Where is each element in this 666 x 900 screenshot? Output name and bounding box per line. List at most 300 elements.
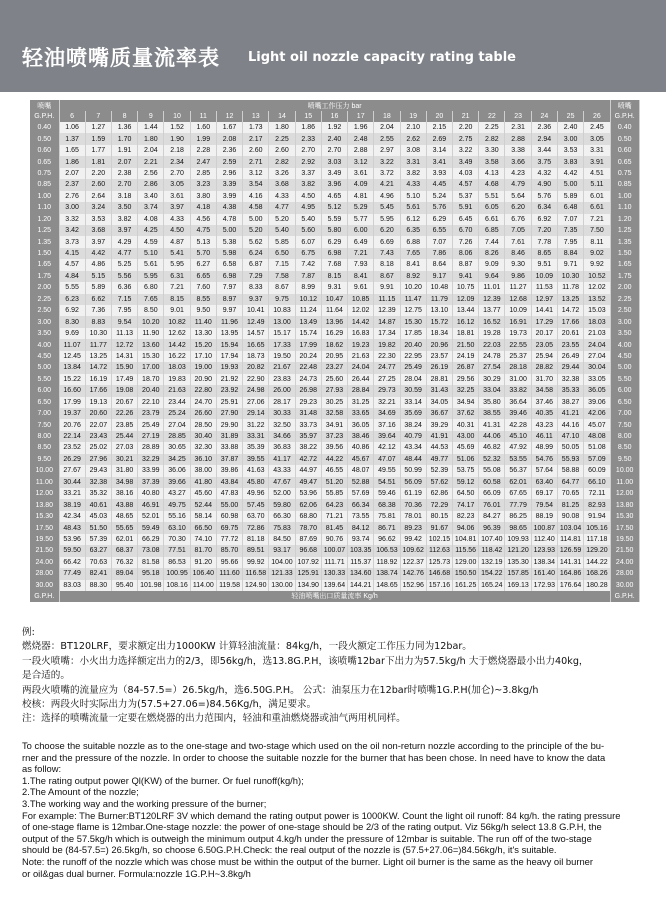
flow-cell: 43.84: [216, 477, 242, 488]
flow-cell: 129.00: [453, 557, 479, 568]
flow-cell: 4.68: [479, 179, 505, 190]
table-row: [30, 534, 639, 545]
flow-cell: 39.06: [584, 397, 611, 408]
flow-cell: 11.01: [479, 282, 505, 293]
flow-cell: 5.40: [269, 225, 295, 236]
flow-cell: 70.63: [85, 557, 111, 568]
flow-cell: 4.56: [190, 214, 216, 225]
flow-cell: 6.87: [243, 259, 269, 270]
flow-cell: 2.15: [426, 122, 452, 133]
flow-cell: 15.30: [400, 316, 426, 327]
flow-cell: 36.10: [190, 454, 216, 465]
flow-cell: 111.60: [216, 568, 242, 579]
flow-cell: 40.31: [453, 419, 479, 430]
nozzle-size-cell: 2.00: [30, 282, 59, 293]
flow-cell: 24.77: [374, 362, 400, 373]
pressure-header-cell: 9: [138, 111, 164, 122]
flow-cell: 4.81: [348, 191, 374, 202]
table-row: [30, 305, 639, 316]
nozzle-size-cell-right: 1.25: [610, 225, 639, 236]
flow-cell: 66.29: [138, 534, 164, 545]
flow-cell: 9.31: [321, 282, 347, 293]
flow-cell: 9.91: [374, 282, 400, 293]
pressure-header-cell: 13: [243, 111, 269, 122]
flow-cell: 124.90: [243, 580, 269, 591]
flow-cell: 5.24: [426, 191, 452, 202]
flow-cell: 7.60: [190, 282, 216, 293]
flow-cell: 22.48: [295, 362, 321, 373]
flow-cell: 5.51: [479, 191, 505, 202]
flow-cell: 3.14: [426, 145, 452, 156]
flow-cell: 42.72: [295, 454, 321, 465]
flow-cell: 11.78: [557, 282, 583, 293]
flow-cell: 40.86: [348, 442, 374, 453]
flow-cell: 1.73: [243, 122, 269, 133]
flow-cell: 9.09: [479, 259, 505, 270]
flow-cell: 28.17: [269, 397, 295, 408]
flow-cell: 76.01: [479, 499, 505, 510]
pressure-header-cell: 22: [479, 111, 505, 122]
flow-cell: 2.25: [479, 122, 505, 133]
flow-cell: 29.56: [453, 374, 479, 385]
flow-cell: 3.00: [59, 202, 85, 213]
flow-cell: 8.33: [243, 282, 269, 293]
corner-label-right: 喷嘴: [610, 100, 639, 111]
flow-cell: 3.53: [557, 145, 583, 156]
flow-cell: 2.07: [59, 168, 85, 179]
flow-cell: 43.33: [269, 465, 295, 476]
nozzle-size-cell: 1.35: [30, 236, 59, 247]
flow-cell: 62.01: [111, 534, 137, 545]
flow-cell: 68.38: [374, 499, 400, 510]
flow-cell: 17.66: [85, 385, 111, 396]
flow-cell: 3.37: [295, 168, 321, 179]
flow-cell: 13.25: [85, 351, 111, 362]
flow-cell: 1.70: [111, 133, 137, 144]
flow-cell: 5.55: [59, 282, 85, 293]
flow-cell: 63.70: [243, 511, 269, 522]
flow-cell: 81.70: [190, 545, 216, 556]
nozzle-size-cell: 0.40: [30, 122, 59, 133]
flow-cell: 6.49: [348, 236, 374, 247]
example-line: 是合适的。: [22, 670, 70, 682]
flow-cell: 121.20: [505, 545, 531, 556]
flow-cell: 28.50: [190, 419, 216, 430]
flow-cell: 20.95: [321, 351, 347, 362]
english-line: Note: the runoff of the nozzle which was chose must be within the output of the burner. Light oil burner is the same as the heavy oil burner: [22, 855, 593, 867]
nozzle-size-cell: 1.65: [30, 259, 59, 270]
flow-cell: 10.48: [426, 282, 452, 293]
flow-cell: 27.25: [374, 374, 400, 385]
flow-cell: 2.76: [59, 191, 85, 202]
flow-cell: 12.68: [505, 294, 531, 305]
page-title: 轻油喷嘴质量流率表: [22, 46, 220, 70]
flow-cell: 33.04: [479, 385, 505, 396]
table-row: [30, 511, 639, 522]
flow-cell: 5.12: [321, 202, 347, 213]
pressure-header-cell: 19: [400, 111, 426, 122]
table-row: [30, 316, 639, 327]
flow-cell: 101.98: [138, 580, 164, 591]
flow-cell: 23.57: [426, 351, 452, 362]
flow-cell: 1.27: [85, 122, 111, 133]
flow-cell: 34.66: [269, 431, 295, 442]
flow-cell: 32.38: [557, 374, 583, 385]
flow-cell: 28.85: [164, 431, 190, 442]
flow-cell: 4.59: [138, 236, 164, 247]
flow-cell: 15.30: [138, 351, 164, 362]
flow-cell: 2.85: [190, 168, 216, 179]
flow-cell: 69.17: [531, 488, 557, 499]
flow-cell: 53.55: [505, 454, 531, 465]
flow-cell: 130.33: [321, 568, 347, 579]
table-row: [30, 362, 639, 373]
flow-cell: 146.68: [426, 568, 452, 579]
nozzle-size-cell: 1.20: [30, 214, 59, 225]
flow-cell: 7.44: [479, 236, 505, 247]
flow-cell: 5.45: [374, 202, 400, 213]
flow-cell: 24.73: [295, 374, 321, 385]
flow-cell: 52.88: [348, 477, 374, 488]
flow-cell: 2.33: [295, 133, 321, 144]
flow-cell: 22.26: [111, 408, 137, 419]
nozzle-size-cell: 0.75: [30, 168, 59, 179]
nozzle-size-cell: 4.50: [30, 351, 59, 362]
flow-cell: 3.61: [164, 191, 190, 202]
table-row: [30, 454, 639, 465]
flow-cell: 3.44: [531, 145, 557, 156]
flow-cell: 3.72: [374, 168, 400, 179]
flow-cell: 13.77: [479, 305, 505, 316]
flow-cell: 10.75: [453, 282, 479, 293]
flow-cell: 20.90: [190, 374, 216, 385]
flow-cell: 36.06: [164, 465, 190, 476]
flow-cell: 2.70: [321, 145, 347, 156]
flow-cell: 38.46: [348, 431, 374, 442]
pressure-header-cell: 15: [295, 111, 321, 122]
flow-cell: 134.60: [348, 568, 374, 579]
flow-cell: 1.36: [111, 122, 137, 133]
flow-cell: 40.35: [531, 408, 557, 419]
flow-cell: 18.34: [426, 328, 452, 339]
flow-cell: 3.93: [426, 168, 452, 179]
flow-cell: 58.88: [557, 465, 583, 476]
flow-cell: 88.19: [531, 511, 557, 522]
flow-cell: 7.26: [453, 236, 479, 247]
flow-cell: 13.84: [59, 362, 85, 373]
flow-cell: 9.92: [584, 259, 611, 270]
flow-cell: 14.31: [111, 351, 137, 362]
flow-cell: 11.96: [216, 316, 242, 327]
flow-cell: 3.82: [400, 168, 426, 179]
flow-cell: 27.96: [85, 454, 111, 465]
flow-cell: 6.35: [400, 225, 426, 236]
flow-cell: 16.22: [164, 351, 190, 362]
nozzle-size-cell-right: 3.50: [610, 328, 639, 339]
flow-cell: 39.56: [321, 442, 347, 453]
flow-cell: 6.55: [426, 225, 452, 236]
flow-cell: 75.83: [269, 522, 295, 533]
flow-cell: 31.48: [295, 408, 321, 419]
flow-cell: 7.21: [348, 248, 374, 259]
flow-cell: 59.46: [374, 488, 400, 499]
flow-cell: 33.05: [584, 374, 611, 385]
flow-cell: 6.20: [374, 225, 400, 236]
flow-cell: 4.18: [190, 202, 216, 213]
flow-cell: 19.23: [348, 339, 374, 350]
flow-cell: 2.36: [531, 122, 557, 133]
flow-cell: 164.86: [557, 568, 583, 579]
pressure-header-cell: 25: [557, 111, 583, 122]
flow-cell: 15.17: [269, 328, 295, 339]
flow-cell: 63.10: [164, 522, 190, 533]
flow-cell: 26.98: [295, 385, 321, 396]
flow-cell: 3.73: [59, 236, 85, 247]
flow-cell: 49.47: [295, 477, 321, 488]
flow-cell: 115.56: [453, 545, 479, 556]
table-row: [30, 214, 639, 225]
flow-cell: 59.80: [269, 499, 295, 510]
flow-cell: 10.09: [505, 305, 531, 316]
flow-cell: 72.11: [584, 488, 611, 499]
flow-cell: 3.58: [479, 156, 505, 167]
flow-cell: 5.20: [269, 214, 295, 225]
flow-cell: 7.21: [164, 282, 190, 293]
flow-cell: 18.03: [164, 362, 190, 373]
flow-cell: 32.58: [321, 408, 347, 419]
flow-cell: 37.16: [374, 419, 400, 430]
flow-cell: 90.08: [557, 511, 583, 522]
nozzle-size-cell-right: 12.00: [610, 488, 639, 499]
flow-cell: 20.24: [295, 351, 321, 362]
flow-cell: 8.84: [557, 248, 583, 259]
flow-cell: 6.70: [453, 225, 479, 236]
flow-cell: 30.25: [321, 397, 347, 408]
flow-cell: 67.65: [505, 488, 531, 499]
flow-cell: 23.44: [164, 397, 190, 408]
flow-cell: 39.64: [374, 431, 400, 442]
flow-cell: 34.58: [531, 385, 557, 396]
table-row: [30, 156, 639, 167]
flow-cell: 29.44: [557, 362, 583, 373]
flow-cell: 25.02: [85, 442, 111, 453]
flow-cell: 5.89: [85, 282, 111, 293]
flow-cell: 115.37: [348, 557, 374, 568]
flow-cell: 7.05: [505, 225, 531, 236]
english-line: of one-stage flame is 12mbar.One-stage nozzle: the power of one-stage should be 2/3 of the rating output. Viz 56kg/h select 13.8 G.P.H, the: [22, 821, 602, 833]
flow-cell: 48.99: [531, 442, 557, 453]
flow-cell: 26.49: [557, 351, 583, 362]
flow-cell: 33.73: [295, 419, 321, 430]
flow-cell: 104.00: [269, 557, 295, 568]
flow-cell: 17.99: [59, 397, 85, 408]
nozzle-size-cell: 12.00: [30, 488, 59, 499]
flow-cell: 5.95: [164, 259, 190, 270]
flow-cell: 91.67: [426, 522, 452, 533]
flow-cell: 32.50: [269, 419, 295, 430]
flow-cell: 9.41: [453, 271, 479, 282]
flow-cell: 16.29: [321, 328, 347, 339]
flow-cell: 12.02: [348, 305, 374, 316]
flow-cell: 1.86: [59, 156, 85, 167]
flow-cell: 14.42: [164, 339, 190, 350]
flow-cell: 36.67: [426, 408, 452, 419]
flow-cell: 27.04: [164, 419, 190, 430]
flow-cell: 11.07: [59, 339, 85, 350]
flow-cell: 13.30: [190, 328, 216, 339]
flow-cell: 35.69: [400, 408, 426, 419]
flow-cell: 2.28: [190, 145, 216, 156]
flow-cell: 8.30: [59, 316, 85, 327]
flow-cell: 8.92: [400, 271, 426, 282]
flow-cell: 8.83: [85, 316, 111, 327]
flow-cell: 30.65: [164, 442, 190, 453]
flow-cell: 45.10: [505, 431, 531, 442]
table-row: [30, 122, 639, 133]
flow-cell: 20.82: [243, 362, 269, 373]
flow-cell: 5.56: [111, 271, 137, 282]
flow-cell: 80.15: [426, 511, 452, 522]
english-line: 1.The rating output power Ql(KW) of the burner. Or fuel runoff(kg/h);: [22, 774, 304, 786]
pressure-header-cell: 24: [531, 111, 557, 122]
nozzle-size-cell: 8.00: [30, 431, 59, 442]
pressure-header-cell: 8: [111, 111, 137, 122]
flow-cell: 20.67: [111, 397, 137, 408]
flow-cell: 7.07: [557, 214, 583, 225]
flow-cell: 63.40: [531, 477, 557, 488]
flow-cell: 73.08: [138, 545, 164, 556]
nozzle-size-cell-right: 1.65: [610, 259, 639, 270]
flow-cell: 3.54: [243, 179, 269, 190]
flow-cell: 3.03: [321, 156, 347, 167]
flow-cell: 27.93: [321, 385, 347, 396]
table-row: [30, 442, 639, 453]
flow-cell: 21.63: [164, 385, 190, 396]
flow-cell: 19.13: [85, 397, 111, 408]
flow-cell: 134.90: [295, 580, 321, 591]
flow-cell: 1.77: [85, 145, 111, 156]
flow-cell: 83.03: [59, 580, 85, 591]
flow-cell: 43.34: [400, 442, 426, 453]
flow-cell: 1.65: [59, 145, 85, 156]
flow-cell: 8.97: [216, 294, 242, 305]
table-footer-row: [30, 591, 639, 602]
flow-cell: 54.51: [374, 477, 400, 488]
flow-cell: 78.70: [295, 522, 321, 533]
flow-cell: 24.04: [348, 362, 374, 373]
flow-cell: 52.39: [426, 465, 452, 476]
flow-cell: 6.00: [348, 225, 374, 236]
flow-cell: 39.86: [216, 465, 242, 476]
flow-cell: 100.07: [321, 545, 347, 556]
table-row: [30, 168, 639, 179]
flow-cell: 89.04: [111, 568, 137, 579]
flow-cell: 40.79: [400, 431, 426, 442]
flow-cell: 118.42: [479, 545, 505, 556]
flow-cell: 1.96: [348, 122, 374, 133]
flow-cell: 43.27: [164, 488, 190, 499]
flow-cell: 45.07: [584, 419, 611, 430]
flow-cell: 3.80: [190, 191, 216, 202]
flow-cell: 4.42: [85, 248, 111, 259]
flow-cell: 40.80: [138, 488, 164, 499]
flow-cell: 19.93: [216, 362, 242, 373]
flow-cell: 1.60: [190, 122, 216, 133]
flow-cell: 4.50: [295, 191, 321, 202]
flow-cell: 23.55: [557, 339, 583, 350]
flow-cell: 5.61: [400, 202, 426, 213]
flow-cell: 34.94: [453, 397, 479, 408]
nozzle-size-cell: 1.25: [30, 225, 59, 236]
flow-cell: 36.05: [348, 419, 374, 430]
flow-cell: 10.85: [348, 294, 374, 305]
pressure-header-cell: 21: [453, 111, 479, 122]
flow-cell: 125.73: [426, 557, 452, 568]
flow-cell: 6.50: [269, 248, 295, 259]
nozzle-size-cell-right: 1.35: [610, 236, 639, 247]
flow-cell: 8.15: [164, 294, 190, 305]
flow-cell: 5.25: [111, 259, 137, 270]
flow-cell: 12.39: [479, 294, 505, 305]
flow-cell: 82.93: [584, 499, 611, 510]
flow-cell: 11.47: [400, 294, 426, 305]
flow-cell: 108.16: [164, 580, 190, 591]
flow-cell: 72.29: [426, 499, 452, 510]
flow-cell: 30.21: [111, 454, 137, 465]
table-header-row: [30, 100, 639, 111]
flow-cell: 4.57: [453, 179, 479, 190]
flow-cell: 8.15: [321, 271, 347, 282]
flow-cell: 6.98: [321, 248, 347, 259]
flow-cell: 50.99: [400, 465, 426, 476]
flow-cell: 41.21: [557, 408, 583, 419]
flow-cell: 16.65: [243, 339, 269, 350]
table-row: [30, 431, 639, 442]
nozzle-size-cell: 0.60: [30, 145, 59, 156]
nozzle-size-cell: 0.65: [30, 156, 59, 167]
flow-cell: 13.49: [295, 316, 321, 327]
flow-cell: 75.81: [374, 511, 400, 522]
flow-cell: 1.06: [59, 122, 85, 133]
nozzle-size-cell-right: 6.00: [610, 385, 639, 396]
flow-cell: 15.72: [426, 316, 452, 327]
corner-label: 喷嘴: [30, 100, 59, 111]
flow-cell: 168.26: [584, 568, 611, 579]
flow-cell: 8.06: [453, 248, 479, 259]
nozzle-size-cell-right: 0.75: [610, 168, 639, 179]
flow-cell: 61.19: [400, 488, 426, 499]
flow-cell: 3.05: [584, 133, 611, 144]
flow-cell: 103.35: [348, 545, 374, 556]
flow-cell: 25.37: [505, 351, 531, 362]
english-example: [22, 740, 647, 879]
flow-cell: 4.77: [269, 202, 295, 213]
english-line: rner and the pressure of the nozzle. In order to choose the suitable nozzle for the burner that has been chose. In need have to know the data: [22, 751, 606, 763]
flow-cell: 157.16: [426, 580, 452, 591]
flow-cell: 5.98: [216, 248, 242, 259]
flow-cell: 31.70: [531, 374, 557, 385]
flow-cell: 96.68: [295, 545, 321, 556]
flow-cell: 43.23: [531, 419, 557, 430]
flow-cell: 4.16: [243, 191, 269, 202]
flow-cell: 35.97: [295, 431, 321, 442]
table-row: [30, 488, 639, 499]
flow-cell: 18.70: [138, 374, 164, 385]
flow-cell: 59.49: [138, 522, 164, 533]
flow-cell: 8.41: [348, 271, 374, 282]
flow-cell: 172.93: [531, 580, 557, 591]
flow-cell: 39.66: [164, 477, 190, 488]
